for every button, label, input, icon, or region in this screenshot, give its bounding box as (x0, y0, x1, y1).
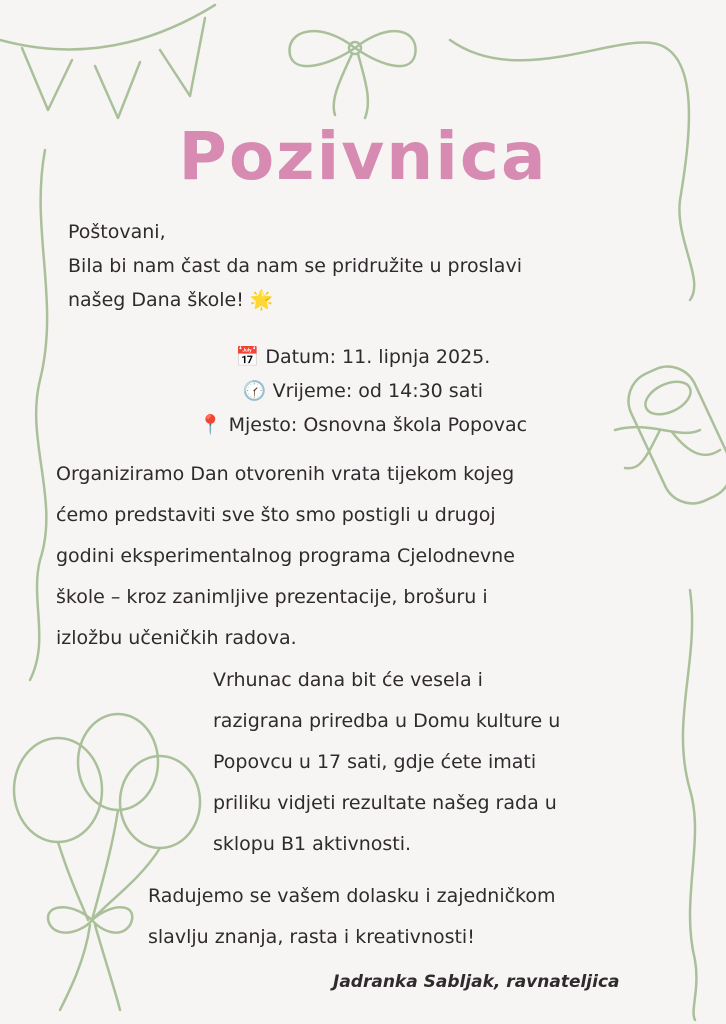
paragraph-line: Popovcu u 17 sati, gdje ćete imati (213, 751, 537, 773)
time-row (0, 374, 726, 408)
greeting-text-end: našeg Dana škole! 🌟 (68, 289, 274, 311)
paragraph-line: slavlju znanja, rasta i kreativnosti! (148, 926, 475, 948)
paragraph-open-day (56, 454, 656, 659)
event-details (0, 340, 726, 442)
page-title: Pozivnica (178, 118, 548, 195)
date-row (0, 340, 726, 374)
place-text: Mjesto: Osnovna škola Popovac (228, 414, 528, 436)
paragraph-line: škole – kroz zanimljive prezentacije, brošuru i (56, 586, 488, 608)
greeting-salutation: Poštovani, (68, 221, 166, 243)
paragraph-line: Radujemo se vašem dolasku i zajedničkom (148, 885, 556, 907)
place-row (0, 408, 726, 442)
calendar-icon: 📅 (235, 346, 260, 368)
paragraph-closing (148, 876, 668, 958)
bow-icon (290, 31, 416, 118)
star-icon: 🌟 (249, 289, 274, 311)
greeting-text: Bila bi nam čast da nam se pridružite u proslavi (68, 255, 522, 277)
paragraph-line: godini eksperimentalnog programa Cjelodnevne (56, 545, 515, 567)
paragraph-line: Organiziramo Dan otvorenih vrata tijekom kojeg (56, 463, 515, 485)
paragraph-line: izložbu učeničkih radova. (56, 627, 297, 649)
balloons-icon (14, 714, 200, 1010)
greeting (68, 215, 668, 317)
paragraph-line: ćemo predstaviti sve što smo postigli u drugoj (56, 504, 496, 526)
date-text: Datum: 11. lipnja 2025. (265, 346, 491, 368)
pin-icon: 📍 (198, 414, 223, 436)
time-text: Vrijeme: od 14:30 sati (272, 380, 484, 402)
ribbon-right-bottom (683, 590, 696, 1020)
paragraph-line: priliku vidjeti rezultate našeg rada u (213, 792, 557, 814)
paragraph-highlight (213, 660, 673, 865)
clock-icon: 🕜 (242, 380, 267, 402)
signature: Jadranka Sabljak, ravnateljica (333, 972, 620, 992)
paragraph-line: razigrana priredba u Domu kulture u (213, 710, 561, 732)
bunting-icon (0, 5, 215, 118)
paragraph-line: sklopu B1 aktivnosti. (213, 833, 412, 855)
paragraph-line: Vrhunac dana bit će vesela i (213, 669, 483, 691)
